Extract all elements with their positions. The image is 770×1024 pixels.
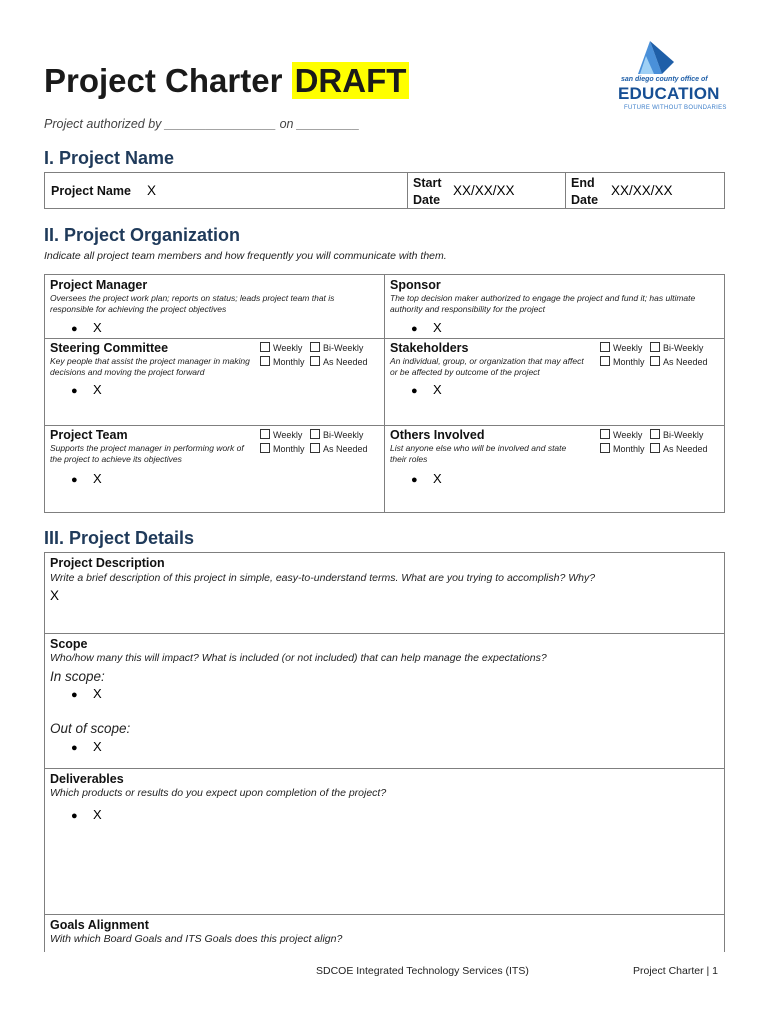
out-of-scope-item[interactable]: ● X [71, 739, 102, 754]
sponsor-item[interactable]: ● X [411, 320, 442, 335]
section-project-organization-heading: II. Project Organization [44, 225, 241, 245]
start-date-label: Start Date [413, 176, 442, 207]
project-team-item[interactable]: ● X [71, 471, 102, 486]
project-manager-item[interactable]: ● X [71, 320, 102, 335]
stakeholders-item[interactable]: ● X [411, 382, 442, 397]
weekly-checkbox[interactable]: Weekly [260, 430, 302, 440]
project-description-value[interactable]: X [50, 588, 60, 603]
authorized-line: Project authorized by ________________ on _________ [44, 117, 360, 131]
logo-main-text: EDUCATION [618, 84, 720, 103]
deliverables-note: Which products or results do you expect upon completion of the project? [50, 787, 387, 799]
deliverables-item[interactable]: ● X [71, 807, 102, 822]
end-date-label: End Date [571, 176, 599, 207]
weekly-checkbox[interactable]: Weekly [260, 343, 302, 353]
logo-top-text: san diego county office of [621, 76, 708, 83]
section-project-details-heading: III. Project Details [44, 528, 195, 548]
out-of-scope-label: Out of scope: [50, 721, 131, 736]
project-description-label: Project Description [50, 556, 165, 570]
logo-tagline: FUTURE WITHOUT BOUNDARIES [624, 105, 727, 111]
as-needed-checkbox[interactable]: As Needed [310, 355, 368, 369]
scope-note: Who/how many this will impact? What is included (or not included) that can help manage the expectations? [50, 652, 547, 664]
project-name-table [44, 172, 725, 209]
stakeholders-frequency [600, 341, 710, 369]
footer-center: SDCOE Integrated Technology Services (ITS) [316, 965, 529, 977]
project-manager-desc: Oversees the project work plan; reports on status; leads project team that is responsible for achieving the project objectives [50, 293, 335, 314]
deliverables-label: Deliverables [50, 772, 124, 786]
logo-triangle-icon [610, 38, 725, 78]
as-needed-checkbox[interactable]: As Needed [310, 442, 368, 456]
sponsor-title: Sponsor [390, 278, 441, 292]
steering-committee-title: Steering Committee [50, 341, 169, 355]
biweekly-checkbox[interactable]: Bi-Weekly [310, 428, 363, 442]
steering-committee-desc: Key people that assist the project manager in making decisions and moving the project forward [50, 356, 250, 377]
monthly-checkbox[interactable]: Monthly [260, 357, 305, 367]
scope-label: Scope [50, 637, 88, 651]
footer-page-number: Project Charter | 1 [633, 965, 719, 977]
organization-note: Indicate all project team members and how frequently you will communicate with them. [44, 250, 447, 262]
page-title [44, 62, 409, 100]
steering-frequency [260, 341, 370, 369]
monthly-checkbox[interactable]: Monthly [260, 444, 305, 454]
monthly-checkbox[interactable]: Monthly [600, 444, 645, 454]
goals-alignment-label: Goals Alignment [50, 918, 149, 932]
as-needed-checkbox[interactable]: As Needed [650, 442, 708, 456]
others-involved-frequency [600, 428, 710, 456]
others-involved-item[interactable]: ● X [411, 471, 442, 486]
biweekly-checkbox[interactable]: Bi-Weekly [310, 341, 363, 355]
as-needed-checkbox[interactable]: As Needed [650, 355, 708, 369]
project-name-label: Project Name [51, 184, 131, 198]
start-date-value[interactable]: XX/XX/XX [453, 183, 515, 198]
monthly-checkbox[interactable]: Monthly [600, 357, 645, 367]
goals-alignment-note: With which Board Goals and ITS Goals does this project align? [50, 933, 343, 945]
organization-table [44, 274, 725, 513]
weekly-checkbox[interactable]: Weekly [600, 343, 642, 353]
project-team-desc: Supports the project manager in performing work of the project to achieve its objectives [50, 443, 244, 464]
section-project-name-heading: I. Project Name [44, 148, 175, 168]
in-scope-label: In scope: [50, 669, 105, 684]
end-date-value[interactable]: XX/XX/XX [611, 183, 673, 198]
others-involved-desc: List anyone else who will be involved and state their roles [390, 443, 567, 464]
project-manager-title: Project Manager [50, 278, 148, 292]
title-main: Project Charter [44, 62, 283, 99]
steering-committee-item[interactable]: ● X [71, 382, 102, 397]
title-draft-highlight: DRAFT [292, 62, 410, 99]
project-team-title: Project Team [50, 428, 128, 442]
project-team-frequency [260, 428, 370, 456]
others-involved-title: Others Involved [390, 428, 485, 442]
sdcoe-logo [610, 38, 725, 118]
stakeholders-desc: An individual, group, or organization that may affect or be affected by outcome of the project [390, 356, 584, 377]
biweekly-checkbox[interactable]: Bi-Weekly [650, 428, 703, 442]
project-details-table [44, 552, 725, 952]
project-description-note: Write a brief description of this project in simple, easy-to-understand terms. What are you trying to accomplish? Why? [50, 572, 596, 584]
in-scope-item[interactable]: ● X [71, 686, 102, 701]
sponsor-desc: The top decision maker authorized to engage the project and fund it; has ultimate authority and responsibility for the project [390, 293, 696, 314]
weekly-checkbox[interactable]: Weekly [600, 430, 642, 440]
biweekly-checkbox[interactable]: Bi-Weekly [650, 341, 703, 355]
project-name-value[interactable]: X [147, 183, 157, 198]
stakeholders-title: Stakeholders [390, 341, 469, 355]
